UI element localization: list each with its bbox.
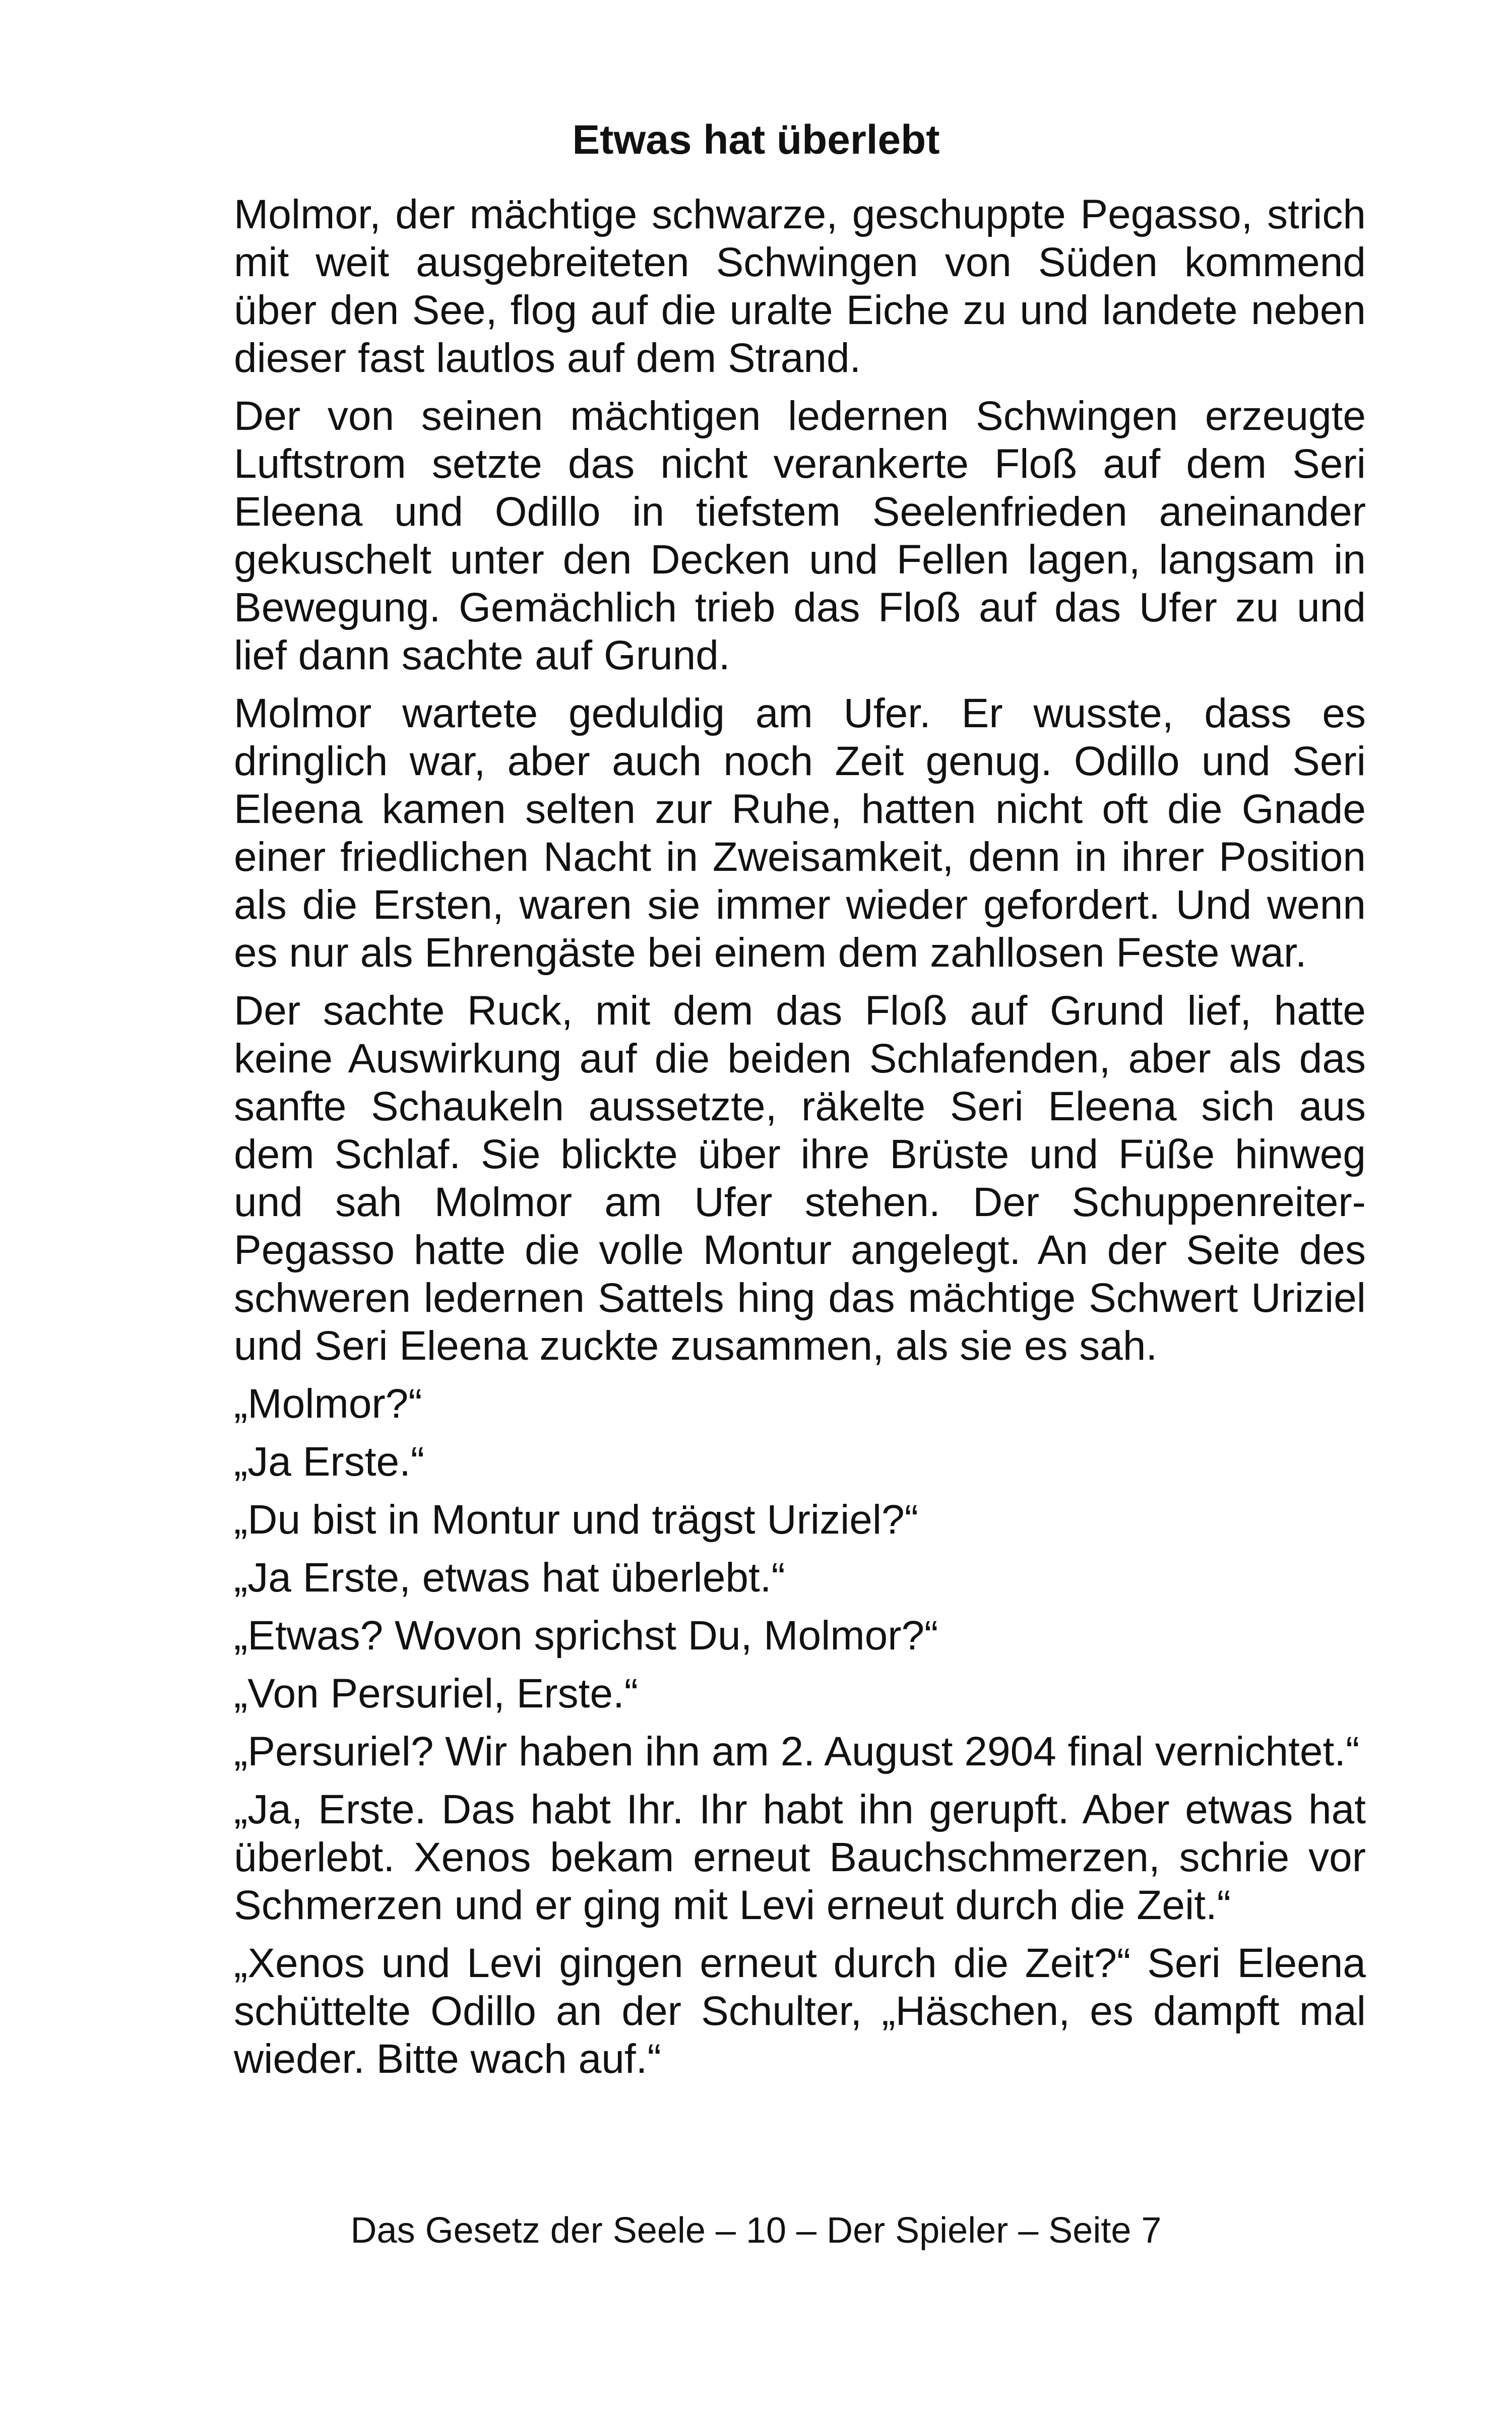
- paragraph: Molmor wartete geduldig am Ufer. Er wusste, dass es dringlich war, aber auch noch Zeit genug. Odillo und Seri Eleena kamen selten zur Ruhe, hatten nicht oft die Gnade einer friedlichen Nacht in Zweisamkeit, denn in ihrer Position als die Ersten, waren sie immer wieder gefordert. Und wenn es nur als Ehrengäste bei einem dem zahllosen Feste war.: [234, 690, 1366, 976]
- paragraph: Der von seinen mächtigen ledernen Schwingen erzeugte Luftstrom setzte das nicht verankerte Floß auf dem Seri Eleena und Odillo in tiefstem Seelenfrieden aneinander gekuschelt unter den Decken und Fellen lagen, langsam in Bewegung. Gemächlich trieb das Floß auf das Ufer zu und lief dann sachte auf Grund.: [234, 393, 1366, 678]
- paragraph: Der sachte Ruck, mit dem das Floß auf Grund lief, hatte keine Auswirkung auf die beiden Schlafenden, aber als das sanfte Schaukeln aussetzte, räkelte Seri Eleena sich aus dem Schlaf. Sie blickte über ihre Brüste und Füße hinweg und sah Molmor am Ufer stehen. Der Schuppenreiter-Pegasso hatte die volle Montur angelegt. An der Seite des schweren ledernen Sattels hing das mächtige Schwert Uriziel und Seri Eleena zuckte zusammen, als sie es sah.: [234, 988, 1366, 1369]
- paragraph: Molmor, der mächtige schwarze, geschuppte Pegasso, strich mit weit ausgebreiteten Schwingen von Süden kommend über den See, flog auf die uralte Eiche zu und landete neben dieser fast lautlos auf dem Strand.: [234, 192, 1366, 381]
- dialogue-line: „Etwas? Wovon sprichst Du, Molmor?“: [234, 1613, 938, 1659]
- dialogue-line: „Molmor?“: [234, 1381, 422, 1427]
- dialogue-line: „Du bist in Montur und trägst Uriziel?“: [234, 1497, 919, 1543]
- page-footer: Das Gesetz der Seele – 10 – Der Spieler – Seite 7: [350, 2210, 1162, 2251]
- paragraph: „Ja, Erste. Das habt Ihr. Ihr habt ihn gerupft. Aber etwas hat überlebt. Xenos bekam erneut Bauchschmerzen, schrie vor Schmerzen und er ging mit Levi erneut durch die Zeit.“: [234, 1787, 1366, 1928]
- chapter-title: Etwas hat überlebt: [572, 117, 940, 163]
- dialogue-line: „Ja Erste, etwas hat überlebt.“: [234, 1555, 785, 1601]
- dialogue-line: „Persuriel? Wir haben ihn am 2. August 2904 final vernichtet.“: [234, 1729, 1360, 1774]
- paragraph: „Xenos und Levi gingen erneut durch die Zeit?“ Seri Eleena schüttelte Odillo an der Schulter, „Häschen, es dampft mal wieder. Bitte wach auf.“: [234, 1940, 1366, 2082]
- chapter-body: [234, 190, 1366, 2093]
- dialogue-line: „Ja Erste.“: [234, 1439, 425, 1485]
- dialogue-line: „Von Persuriel, Erste.“: [234, 1671, 639, 1716]
